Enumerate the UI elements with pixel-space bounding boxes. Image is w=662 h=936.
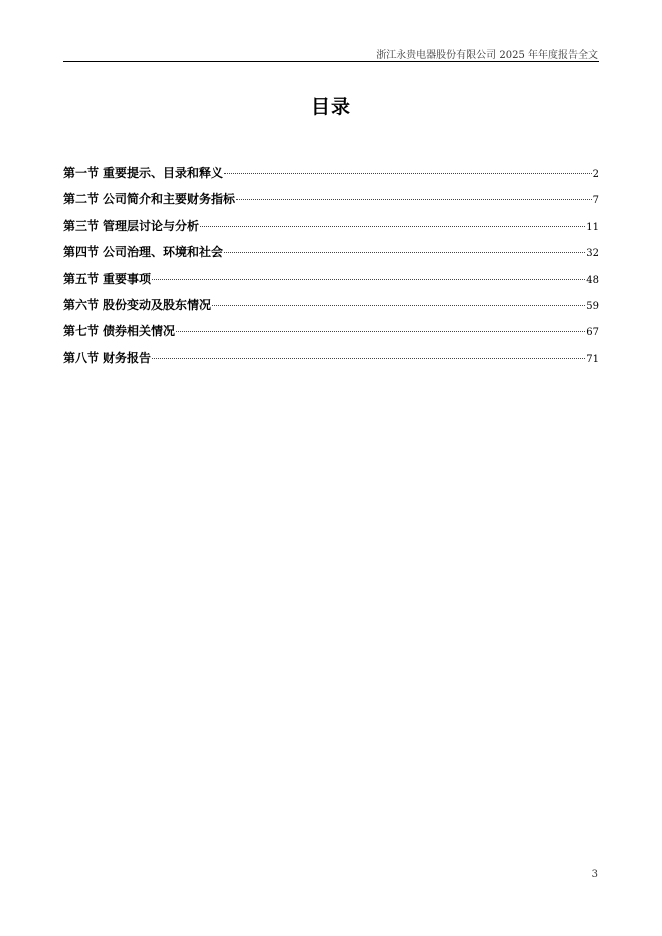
toc-page-number: 71 xyxy=(586,353,599,365)
header-rule xyxy=(63,61,599,62)
toc-entry[interactable] xyxy=(63,322,599,348)
page-title: 目录 xyxy=(310,96,351,118)
toc-entry-label xyxy=(63,270,151,287)
table-of-contents xyxy=(63,164,599,375)
toc-section-name: 重要事项 xyxy=(103,271,152,286)
page-number: 3 xyxy=(591,869,598,880)
toc-section-name: 公司治理、环境和社会 xyxy=(103,245,224,260)
toc-section-number: 第二节 xyxy=(63,192,100,207)
toc-page-number: 7 xyxy=(592,195,599,207)
toc-section-name: 债券相关情况 xyxy=(103,324,176,339)
toc-section-number: 第八节 xyxy=(63,350,100,365)
toc-entry-label xyxy=(63,322,175,339)
toc-dot-leader xyxy=(212,305,585,306)
toc-entry-label xyxy=(63,164,223,181)
toc-dot-leader xyxy=(236,199,592,200)
toc-page-number: 48 xyxy=(586,274,599,286)
toc-entry-label xyxy=(63,190,235,207)
toc-section-name: 股份变动及股东情况 xyxy=(103,297,212,312)
toc-section-number: 第一节 xyxy=(63,166,100,180)
toc-page-number: 32 xyxy=(586,248,599,260)
toc-entry[interactable] xyxy=(63,217,599,243)
toc-entry[interactable] xyxy=(63,190,599,216)
toc-dot-leader xyxy=(224,252,585,253)
toc-section-name: 重要提示、目录和释义 xyxy=(103,166,224,180)
toc-section-name: 管理层讨论与分析 xyxy=(103,218,200,233)
toc-section-number: 第三节 xyxy=(63,218,100,233)
toc-section-number: 第六节 xyxy=(63,297,100,312)
toc-page-number: 2 xyxy=(592,169,599,180)
toc-dot-leader xyxy=(176,331,585,332)
toc-entry-label xyxy=(63,296,211,313)
toc-section-number: 第五节 xyxy=(63,271,100,286)
toc-entry[interactable] xyxy=(63,296,599,322)
toc-dot-leader xyxy=(152,279,585,280)
toc-dot-leader xyxy=(152,358,585,359)
running-header: 浙江永贵电器股份有限公司 2025 年年度报告全文 xyxy=(376,50,598,61)
toc-dot-leader xyxy=(224,173,592,174)
toc-entry[interactable] xyxy=(63,243,599,269)
toc-section-name: 财务报告 xyxy=(103,350,152,365)
toc-section-number: 第四节 xyxy=(63,245,100,260)
toc-entry-label xyxy=(63,349,151,366)
toc-section-number: 第七节 xyxy=(63,324,100,339)
toc-entry-label xyxy=(63,217,199,234)
toc-dot-leader xyxy=(200,226,585,227)
toc-page-number: 67 xyxy=(586,327,599,339)
toc-entry-label xyxy=(63,243,223,260)
toc-entry[interactable] xyxy=(63,349,599,375)
toc-section-name: 公司简介和主要财务指标 xyxy=(103,192,236,207)
toc-page-number: 11 xyxy=(586,221,599,233)
toc-entry[interactable] xyxy=(63,270,599,296)
toc-page-number: 59 xyxy=(586,300,599,312)
toc-entry[interactable] xyxy=(63,164,599,190)
